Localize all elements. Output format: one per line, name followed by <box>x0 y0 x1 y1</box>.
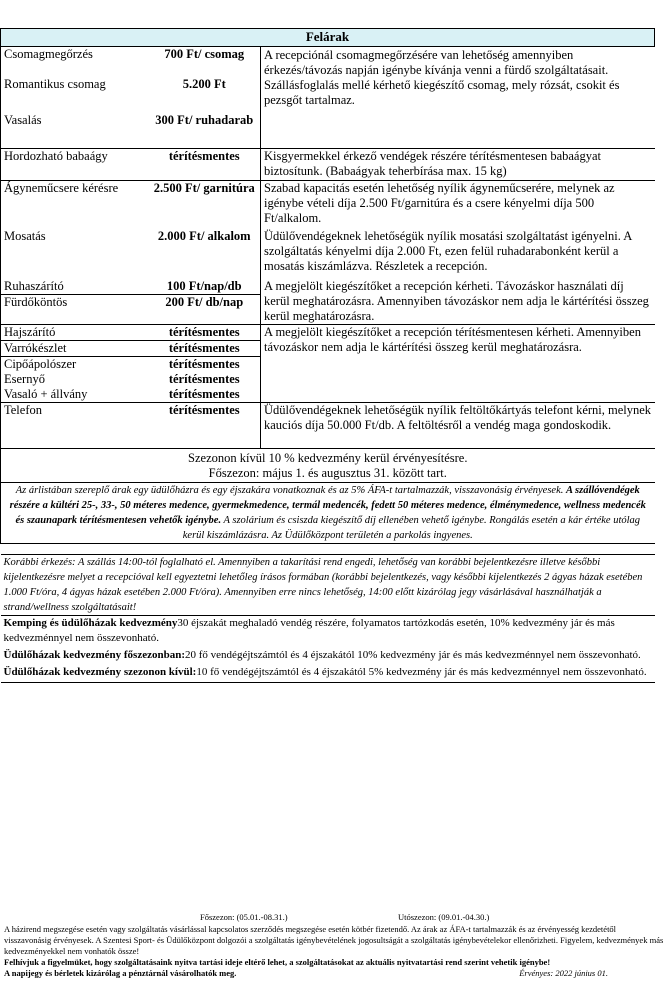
footer <box>4 924 664 979</box>
footer-notice: Felhívjuk a figyelmüket, hogy szolgáltatásaink nyitva tartási ideje eltérő lehet, a szolgáltatásokat az aktuális nyitvatartási rend szerint vehetik igénybe! <box>4 957 551 967</box>
high-season-label: Főszezon: (05.01.-08.31.) <box>200 912 288 922</box>
row-name: Vasaló + állvány <box>1 387 149 403</box>
price-sheet <box>0 28 655 683</box>
table-header: Felárak <box>1 29 655 47</box>
row-price: 2.500 Ft/ garnitúra <box>149 181 261 229</box>
row-name: Vasalás <box>1 113 149 149</box>
row-name: Ruhaszárító <box>1 279 149 295</box>
row-name: Fürdőköntös <box>1 294 149 324</box>
price-note: Az árlistában szereplő árak egy üdülőházra és egy éjszakára vonatkoznak és az 5% ÁFA-t tartalmazzák, visszavonásig érvényesek. A szállóvendégek részére a kültéri 25-, 33-, 50 méteres medence, gyermekmedence, termál medencék, fedett 50 méteres medence, élménymedence, wellness medencék és szaunapark térítésmentesen vehetők igénybe. A szolárium és csiszda kiegészítő díj ellenében vehető igénybe. Rongálás esetén a kár értéke utólag kerül kiszámlázásra. Az Üdülőközpont területén a parkolás ingyenes. <box>1 482 655 543</box>
row-name: Hordozható babaágy <box>1 149 149 181</box>
discount-line: Szezonon kívül 10 % kedvezmény kerül érvényesítésre. <box>188 450 468 465</box>
row-price: térítésmentes <box>149 149 261 181</box>
row-name: Romantikus csomag <box>1 77 149 113</box>
row-name: Hajszárító <box>1 324 149 340</box>
row-desc: Üdülővendégeknek lehetőségük nyílik feltöltőkártyás telefont kérni, melynek kauciós díja 50.000 Ft/db. A feltöltésről a vendég maga gondoskodik. <box>261 402 655 448</box>
row-price: térítésmentes <box>168 371 240 386</box>
discounts <box>1 615 655 682</box>
row-name: Mosatás <box>1 229 149 279</box>
row-price: térítésmentes <box>149 402 261 448</box>
row-name: Cipőápolószer <box>1 356 149 372</box>
row-price: térítésmentes <box>149 324 261 340</box>
row-price: 300 Ft/ ruhadarab <box>155 112 254 127</box>
row-price: térítésmentes <box>149 340 261 356</box>
row-desc: A recepciónál csomagmegőrzésére van lehetőség amennyiben érkezés/távozás napján igénybe kívánja venni a fürdő szolgáltatásait. <box>264 48 609 77</box>
footer-ticket-note: A napijegy és bérletek kizárólag a pénztárnál vásárolhatók meg. <box>4 968 237 978</box>
row-name: Telefon <box>1 402 149 448</box>
validity-date: Érvényes: 2022 június 01. <box>519 968 608 978</box>
row-desc: A megjelölt kiegészítőket a recepción térítésmentesen kérheti. Amennyiben távozáskor nem adja le kártérítési összeg kerül meghatározásra. <box>261 324 655 402</box>
row-desc: Szabad kapacitás esetén lehetőség nyílik ágyneműcserére, melynek az igénybe vételi díja 2.500 Ft/garnitúra és a csere kényelmi díja 500 Ft/alkalom. <box>261 181 655 229</box>
row-price: 200 Ft/ db/nap <box>149 294 261 324</box>
row-price: 700 Ft/ csomag <box>164 47 245 61</box>
row-price: 5.200 Ft <box>182 76 226 91</box>
row-desc: Kisgyermekkel érkező vendégek részére térítésmentesen babaágyat biztosítunk. (Babaágyak teherbírása max. 15 kg) <box>261 149 655 181</box>
row-desc: Szállásfoglalás mellé kérhető kiegészítő csomag, mely rózsát, csokit és pezsgőt tartalmaz. <box>264 78 620 107</box>
off-season-label: Utószezon: (09.01.-04.30.) <box>398 912 490 922</box>
discount-item: Üdülőházak kedvezmény főszezonban:20 fő vendégéjtszámtól és 4 éjszakától 10% kedvezmény jár és más kedvezménnyel nem összevonható. <box>3 648 641 661</box>
row-price: 100 Ft/nap/db <box>166 278 242 293</box>
discount-item: Kemping és üdülőházak kedvezmény30 éjszakát meghaladó vendég részére, folyamatos tartózkodás esetén, 10% kedvezmény jár és más kedvezménnyel nem összevonható. <box>3 616 615 644</box>
row-price: térítésmentes <box>149 356 261 372</box>
row-desc: A megjelölt kiegészítőket a recepción kérheti. Távozáskor használati díj kerül meghatározásra. Amennyiben távozáskor nem adja le kártérítési összeg kerül meghatározásra. <box>261 279 655 325</box>
discount-item: Üdülőházak kedvezmény szezonon kívül:10 fő vendégéjtszámtól és 4 éjszakától 5% kedvezmény jár és más kedvezménnyel nem összevonható. <box>3 665 647 678</box>
row-price: térítésmentes <box>168 386 240 401</box>
row-name: Ágyneműcsere kérésre <box>1 181 149 229</box>
row-name: Esernyő <box>1 372 149 387</box>
row-name: Varrókészlet <box>1 340 149 356</box>
early-arrival-note: Korábbi érkezés: A szállás 14:00-tól foglalható el. Amennyiben a takarítási rend engedi, lehetőség van korábbi bejelentkezésre illetve későbbi kijelentkezésre melyet a recepcióval kell egyeztetni lehetőleg írásos formában (korábbi bejelentkezés, vagy későbbi kijelentkezés 2 ágyas házak esetében 1.000 Ft/óra, 4 ágyas házak esetében 2.000 Ft/óra). Amennyiben erre nincs lehetőség, 14:00 előtt kizárólag jegy vásárlásával használhatják a strand/wellness szolgáltatásait! <box>1 554 655 615</box>
season-line: Főszezon: május 1. és augusztus 31. között tart. <box>208 465 447 480</box>
footer-text: A házirend megszegése esetén vagy szolgáltatás vásárlással kapcsolatos szerződés megszegése esetén kötbér fizetendő. Az árak az ÁFA-t tartalmazzák és az érvényesség kezdetétől visszavonásig érvényesek. A Szentesi Sport- és Üdülőközpont dolgozói a szolgáltatás igénybevételének jogosultságát a szolgáltatás igénybevételekor ellenőrizheti. Figyelem, kedvezmények más kedvezményekkel nem vonhatók össze! <box>4 924 664 956</box>
row-desc: Üdülővendégeknek lehetőségük nyílik mosatási szolgáltatást igényelni. A szolgáltatás kényelmi díja 2.000 Ft, ezen felül ruhadarabonként kerül a mosatás kiszámlázva. Részletek a recepción. <box>261 229 655 279</box>
row-name: Csomagmegőrzés <box>1 47 149 77</box>
row-price: 2.000 Ft/ alkalom <box>157 228 251 243</box>
surcharge-table <box>0 28 655 683</box>
